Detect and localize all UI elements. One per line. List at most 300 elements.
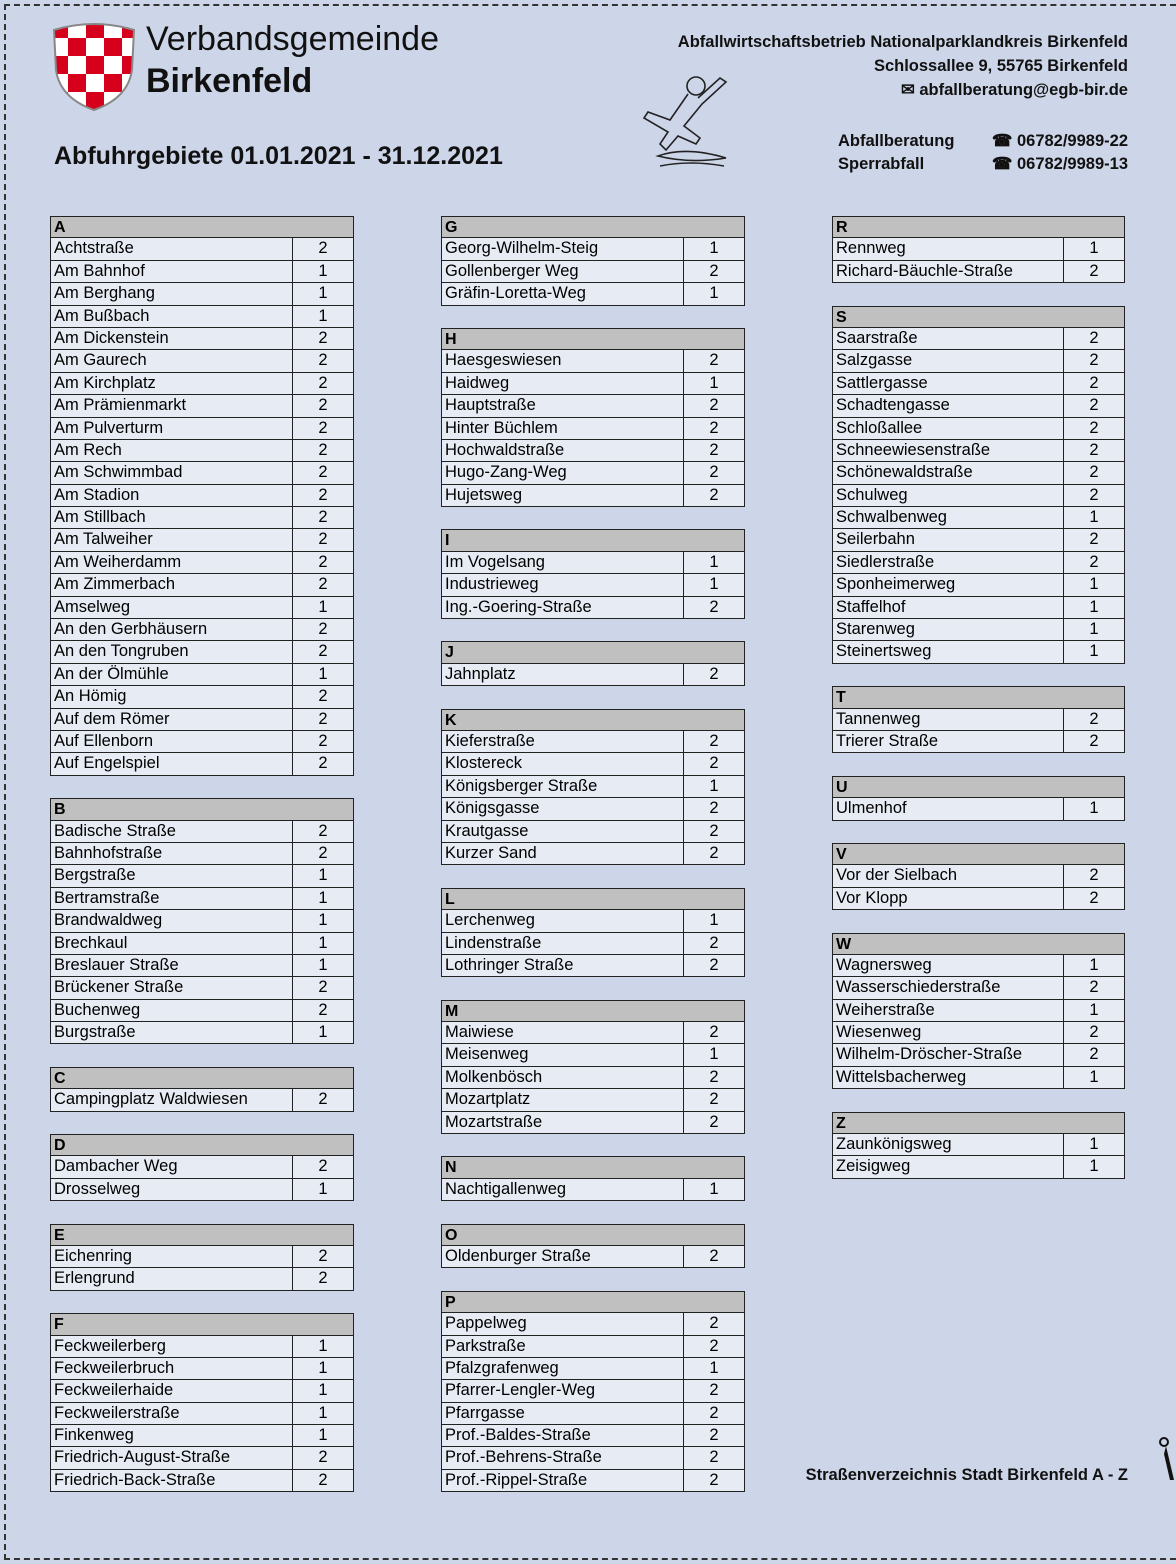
- area-number: 2: [1089, 530, 1099, 549]
- street-name: Wiesenweg: [833, 1022, 1064, 1043]
- section-f: [50, 1313, 354, 1492]
- table-row: [50, 485, 354, 507]
- org-name-line1: Verbandsgemeinde: [146, 20, 440, 58]
- contact-email-row: [678, 78, 1128, 102]
- street-name: Hugo-Zang-Weg: [442, 462, 684, 483]
- section-u: [832, 776, 1125, 821]
- street-name: Mozartplatz: [442, 1089, 684, 1110]
- table-row: [441, 440, 745, 462]
- street-name: Pappelweg: [442, 1313, 684, 1334]
- table-row: [50, 1447, 354, 1469]
- table-row: [50, 843, 354, 865]
- area-number: 2: [318, 440, 328, 459]
- area-number: 1: [318, 1023, 328, 1042]
- area-number: 1: [1089, 239, 1099, 258]
- street-name: Schloßallee: [833, 418, 1064, 439]
- table-row: [441, 552, 745, 574]
- contact-email[interactable]: abfallberatung@egb-bir.de: [919, 81, 1128, 99]
- section-r: [832, 216, 1125, 283]
- footer-note: Straßenverzeichnis Stadt Birkenfeld A - Z: [805, 1466, 1128, 1484]
- table-row: [50, 821, 354, 843]
- section-letter: M: [441, 1000, 745, 1022]
- section-i: [441, 529, 745, 619]
- table-row: [441, 798, 745, 820]
- area-number: 2: [318, 1269, 328, 1288]
- area-number: 1: [709, 1179, 719, 1198]
- table-row: [50, 1380, 354, 1402]
- area-number: 1: [1089, 799, 1099, 818]
- table-row: [50, 418, 354, 440]
- table-row: [50, 865, 354, 887]
- street-name: Erlengrund: [51, 1268, 293, 1289]
- section-t: [832, 686, 1125, 753]
- area-number: 1: [1089, 1067, 1099, 1086]
- section-letter: C: [50, 1067, 354, 1089]
- area-number: 2: [709, 351, 719, 370]
- table-row: [441, 1112, 745, 1134]
- phone-icon: ☎: [991, 155, 1017, 173]
- area-number: 1: [318, 261, 328, 280]
- street-name: Zaunkönigsweg: [833, 1134, 1064, 1155]
- table-row: [50, 1336, 354, 1358]
- table-row: [441, 597, 745, 619]
- table-row: [50, 507, 354, 529]
- table-row: [832, 1044, 1125, 1066]
- area-number: 2: [1089, 978, 1099, 997]
- table-row: [832, 955, 1125, 977]
- section-letter: F: [50, 1313, 354, 1335]
- area-number: 2: [1089, 552, 1099, 571]
- area-number: 1: [709, 1358, 719, 1377]
- area-number: 2: [318, 1470, 328, 1489]
- phone-block: [838, 130, 1128, 176]
- street-name: Am Pulverturm: [51, 418, 293, 439]
- area-number: 1: [709, 373, 719, 392]
- table-row: [50, 552, 354, 574]
- table-row: [50, 306, 354, 328]
- section-letter: P: [441, 1291, 745, 1313]
- table-row: [50, 1022, 354, 1044]
- area-number: 1: [1089, 1000, 1099, 1019]
- table-row: [50, 753, 354, 775]
- table-row: [50, 1000, 354, 1022]
- area-number: 1: [318, 664, 328, 683]
- area-number: 1: [318, 866, 328, 885]
- area-number: 2: [709, 1403, 719, 1422]
- area-number: 2: [709, 261, 719, 280]
- street-name: Auf Engelspiel: [51, 753, 293, 774]
- table-row: [441, 1380, 745, 1402]
- table-row: [441, 373, 745, 395]
- area-number: 2: [709, 933, 719, 952]
- section-h: [441, 328, 745, 507]
- table-row: [832, 798, 1125, 820]
- street-name: Ulmenhof: [833, 798, 1064, 819]
- area-number: 2: [318, 508, 328, 527]
- street-name: Am Schwimmbad: [51, 462, 293, 483]
- table-row: [441, 776, 745, 798]
- area-number: 2: [709, 754, 719, 773]
- section-letter: O: [441, 1224, 745, 1246]
- street-name: Am Bahnhof: [51, 261, 293, 282]
- section-p: [441, 1291, 745, 1493]
- area-number: 2: [709, 1448, 719, 1467]
- table-row: [50, 955, 354, 977]
- area-number: 2: [709, 955, 719, 974]
- section-letter: W: [832, 933, 1125, 955]
- street-name: Bergstraße: [51, 865, 293, 886]
- area-number: 2: [709, 1381, 719, 1400]
- table-row: [832, 373, 1125, 395]
- area-number: 2: [709, 664, 719, 683]
- table-row: [441, 753, 745, 775]
- area-number: 2: [318, 239, 328, 258]
- table-row: [50, 261, 354, 283]
- section-letter: I: [441, 529, 745, 551]
- street-name: Saarstraße: [833, 328, 1064, 349]
- street-name: Friedrich-Back-Straße: [51, 1470, 293, 1491]
- phone-icon: ☎: [991, 132, 1017, 150]
- street-name: Am Dickenstein: [51, 328, 293, 349]
- table-row: [441, 1089, 745, 1111]
- area-number: 2: [709, 440, 719, 459]
- section-s: [832, 306, 1125, 664]
- table-row: [50, 1358, 354, 1380]
- phone-row-sperrabfall: [838, 153, 1128, 176]
- area-number: 2: [709, 821, 719, 840]
- table-row: [441, 955, 745, 977]
- table-row: [50, 1425, 354, 1447]
- section-letter: T: [832, 686, 1125, 708]
- table-row: [50, 395, 354, 417]
- street-name: Zeisigweg: [833, 1156, 1064, 1177]
- street-name: Gollenberger Weg: [442, 261, 684, 282]
- table-row: [50, 1403, 354, 1425]
- table-row: [832, 865, 1125, 887]
- area-number: 1: [318, 911, 328, 930]
- section-letter: D: [50, 1134, 354, 1156]
- section-letter: J: [441, 641, 745, 663]
- street-name: Im Vogelsang: [442, 552, 684, 573]
- table-row: [441, 1425, 745, 1447]
- section-k: [441, 709, 745, 866]
- contact-org: Abfallwirtschaftsbetrieb Nationalparklandkreis Birkenfeld: [677, 33, 1128, 51]
- table-row: [441, 910, 745, 932]
- table-row: [50, 664, 354, 686]
- section-n: [441, 1156, 745, 1201]
- section-letter: U: [832, 776, 1125, 798]
- area-number: 2: [709, 597, 719, 616]
- table-row: [50, 597, 354, 619]
- table-row: [50, 529, 354, 551]
- street-name: Am Gaurech: [51, 350, 293, 371]
- street-name: Buchenweg: [51, 1000, 293, 1021]
- street-name: Seilerbahn: [833, 529, 1064, 550]
- street-name: Haidweg: [442, 373, 684, 394]
- area-number: 2: [318, 843, 328, 862]
- table-row: [50, 1179, 354, 1201]
- table-row: [441, 1246, 745, 1268]
- table-row: [441, 283, 745, 305]
- street-name: Maiwiese: [442, 1022, 684, 1043]
- street-name: An der Ölmühle: [51, 664, 293, 685]
- area-number: 2: [318, 821, 328, 840]
- area-number: 1: [318, 1426, 328, 1445]
- table-row: [441, 1044, 745, 1066]
- section-w: [832, 933, 1125, 1090]
- area-number: 2: [318, 1246, 328, 1265]
- section-letter: L: [441, 888, 745, 910]
- street-name: Am Stadion: [51, 485, 293, 506]
- street-name: Burgstraße: [51, 1022, 293, 1043]
- area-number: 1: [709, 911, 719, 930]
- area-number: 2: [318, 1000, 328, 1019]
- street-name: Feckweilerbruch: [51, 1358, 293, 1379]
- section-g: [441, 216, 745, 306]
- area-number: 2: [318, 485, 328, 504]
- street-name: Schulweg: [833, 485, 1064, 506]
- table-row: [441, 1179, 745, 1201]
- street-name: Am Kirchplatz: [51, 373, 293, 394]
- table-row: [50, 1089, 354, 1111]
- table-row: [832, 1000, 1125, 1022]
- area-number: 2: [709, 1246, 719, 1265]
- area-number: 2: [318, 642, 328, 661]
- phone-row-abfallberatung: [838, 130, 1128, 153]
- street-name: An Hömig: [51, 686, 293, 707]
- section-letter: K: [441, 709, 745, 731]
- area-number: 1: [318, 1336, 328, 1355]
- area-number: 2: [318, 530, 328, 549]
- area-number: 2: [1089, 866, 1099, 885]
- street-column-1: [50, 216, 354, 1515]
- contact-address: Schlossallee 9, 55765 Birkenfeld: [873, 57, 1128, 75]
- street-name: Wagnersweg: [833, 955, 1064, 976]
- area-number: 1: [318, 1358, 328, 1377]
- street-name: Finkenweg: [51, 1425, 293, 1446]
- street-name: Königsgasse: [442, 798, 684, 819]
- section-e: [50, 1224, 354, 1291]
- coat-of-arms-logo: [50, 20, 138, 112]
- area-number: 2: [1089, 731, 1099, 750]
- street-name: Hinter Büchlem: [442, 418, 684, 439]
- table-row: [50, 1268, 354, 1290]
- area-number: 1: [709, 776, 719, 795]
- street-name: Salzgasse: [833, 350, 1064, 371]
- table-row: [832, 529, 1125, 551]
- area-number: 1: [709, 575, 719, 594]
- area-number: 2: [318, 731, 328, 750]
- mascot-figure-icon: [640, 72, 732, 172]
- area-number: 2: [1089, 328, 1099, 347]
- street-name: Schönewaldstraße: [833, 462, 1064, 483]
- fax-icon: ✉: [900, 81, 915, 99]
- street-name: Starenweg: [833, 619, 1064, 640]
- area-number: 2: [1089, 373, 1099, 392]
- table-row: [441, 574, 745, 596]
- street-name: Am Talweiher: [51, 529, 293, 550]
- table-row: [832, 552, 1125, 574]
- page-title: Abfuhrgebiete 01.01.2021 - 31.12.2021: [54, 142, 503, 170]
- table-row: [832, 261, 1125, 283]
- street-name: Am Bußbach: [51, 306, 293, 327]
- area-number: 1: [709, 239, 719, 258]
- area-number: 2: [1089, 888, 1099, 907]
- street-name: Georg-Wilhelm-Steig: [442, 238, 684, 259]
- phone1-number[interactable]: 06782/9989-22: [1016, 132, 1128, 150]
- street-name: Lerchenweg: [442, 910, 684, 931]
- table-row: [832, 462, 1125, 484]
- street-name: Klostereck: [442, 753, 684, 774]
- street-name: Hochwaldstraße: [442, 440, 684, 461]
- street-name: Hauptstraße: [442, 395, 684, 416]
- street-name: An den Gerbhäusern: [51, 619, 293, 640]
- table-row: [441, 238, 745, 260]
- street-name: Vor der Sielbach: [833, 865, 1064, 886]
- area-number: 2: [318, 351, 328, 370]
- section-d: [50, 1134, 354, 1201]
- area-number: 2: [709, 799, 719, 818]
- street-name: Campingplatz Waldwiesen: [51, 1089, 293, 1110]
- area-number: 1: [709, 284, 719, 303]
- street-name: Krautgasse: [442, 821, 684, 842]
- table-row: [441, 485, 745, 507]
- street-name: Gräfin-Loretta-Weg: [442, 283, 684, 304]
- table-row: [441, 1336, 745, 1358]
- area-number: 1: [318, 1403, 328, 1422]
- table-row: [50, 977, 354, 999]
- area-number: 2: [709, 843, 719, 862]
- street-name: Auf Ellenborn: [51, 731, 293, 752]
- section-letter: H: [441, 328, 745, 350]
- street-name: Prof.-Baldes-Straße: [442, 1425, 684, 1446]
- street-name: Eichenring: [51, 1246, 293, 1267]
- area-number: 1: [1089, 1157, 1099, 1176]
- area-number: 2: [709, 463, 719, 482]
- table-row: [50, 709, 354, 731]
- table-row: [832, 574, 1125, 596]
- table-row: [50, 462, 354, 484]
- table-row: [441, 1447, 745, 1469]
- street-name: Breslauer Straße: [51, 955, 293, 976]
- table-row: [50, 574, 354, 596]
- section-letter: E: [50, 1224, 354, 1246]
- area-number: 2: [318, 754, 328, 773]
- table-row: [832, 440, 1125, 462]
- area-number: 1: [1089, 620, 1099, 639]
- area-number: 1: [1089, 508, 1099, 527]
- table-row: [441, 1313, 745, 1335]
- street-name: Achtstraße: [51, 238, 293, 259]
- table-row: [50, 350, 354, 372]
- table-row: [441, 1403, 745, 1425]
- area-number: 2: [709, 1090, 719, 1109]
- section-o: [441, 1224, 745, 1269]
- area-number: 1: [1089, 575, 1099, 594]
- table-row: [441, 395, 745, 417]
- area-number: 2: [709, 1112, 719, 1131]
- street-name: Dambacher Weg: [51, 1156, 293, 1177]
- street-name: Kurzer Sand: [442, 843, 684, 864]
- table-row: [50, 686, 354, 708]
- area-number: 2: [1089, 261, 1099, 280]
- table-row: [832, 1134, 1125, 1156]
- street-name: Rennweg: [833, 238, 1064, 259]
- area-number: 2: [709, 1426, 719, 1445]
- street-name: Parkstraße: [442, 1336, 684, 1357]
- area-number: 2: [1089, 485, 1099, 504]
- phone2-label: Sperrabfall: [838, 155, 925, 173]
- table-row: [50, 238, 354, 260]
- street-name: Lothringer Straße: [442, 955, 684, 976]
- street-name: Wilhelm-Dröscher-Straße: [833, 1044, 1064, 1065]
- table-row: [441, 1358, 745, 1380]
- area-number: 1: [1089, 597, 1099, 616]
- area-number: 2: [709, 485, 719, 504]
- street-name: Am Zimmerbach: [51, 574, 293, 595]
- street-name: Trierer Straße: [833, 731, 1064, 752]
- table-row: [832, 619, 1125, 641]
- table-row: [441, 1022, 745, 1044]
- table-row: [441, 664, 745, 686]
- table-row: [441, 821, 745, 843]
- table-row: [50, 1246, 354, 1268]
- street-name: Schwalbenweg: [833, 507, 1064, 528]
- street-name: Brückener Straße: [51, 977, 293, 998]
- street-name: An den Tongruben: [51, 641, 293, 662]
- table-row: [50, 910, 354, 932]
- area-number: 2: [318, 978, 328, 997]
- area-number: 1: [318, 888, 328, 907]
- street-name: Pfarrer-Lengler-Weg: [442, 1380, 684, 1401]
- area-number: 2: [318, 575, 328, 594]
- street-name: Haesgeswiesen: [442, 350, 684, 371]
- area-number: 1: [318, 955, 328, 974]
- street-name: Am Rech: [51, 440, 293, 461]
- area-number: 2: [1089, 396, 1099, 415]
- table-row: [832, 395, 1125, 417]
- area-number: 2: [318, 373, 328, 392]
- phone2-number[interactable]: 06782/9989-13: [1016, 155, 1128, 173]
- area-number: 1: [318, 597, 328, 616]
- contact-block: [678, 30, 1128, 102]
- street-name: Friedrich-August-Straße: [51, 1447, 293, 1468]
- street-name: Am Weiherdamm: [51, 552, 293, 573]
- area-number: 2: [318, 396, 328, 415]
- table-row: [441, 462, 745, 484]
- street-name: Tannenweg: [833, 709, 1064, 730]
- area-number: 1: [709, 1045, 719, 1064]
- section-letter: R: [832, 216, 1125, 238]
- area-number: 1: [318, 1179, 328, 1198]
- section-j: [441, 641, 745, 686]
- table-row: [441, 1067, 745, 1089]
- street-name: Richard-Bäuchle-Straße: [833, 261, 1064, 282]
- table-row: [441, 933, 745, 955]
- section-letter: B: [50, 798, 354, 820]
- street-name: Drosselweg: [51, 1179, 293, 1200]
- area-number: 1: [318, 933, 328, 952]
- area-number: 2: [709, 1336, 719, 1355]
- street-name: Wasserschiederstraße: [833, 977, 1064, 998]
- table-row: [50, 731, 354, 753]
- street-name: Siedlerstraße: [833, 552, 1064, 573]
- street-name: Bahnhofstraße: [51, 843, 293, 864]
- street-name: Schadtengasse: [833, 395, 1064, 416]
- area-number: 2: [1089, 709, 1099, 728]
- street-name: Nachtigallenweg: [442, 1179, 684, 1200]
- table-row: [832, 888, 1125, 910]
